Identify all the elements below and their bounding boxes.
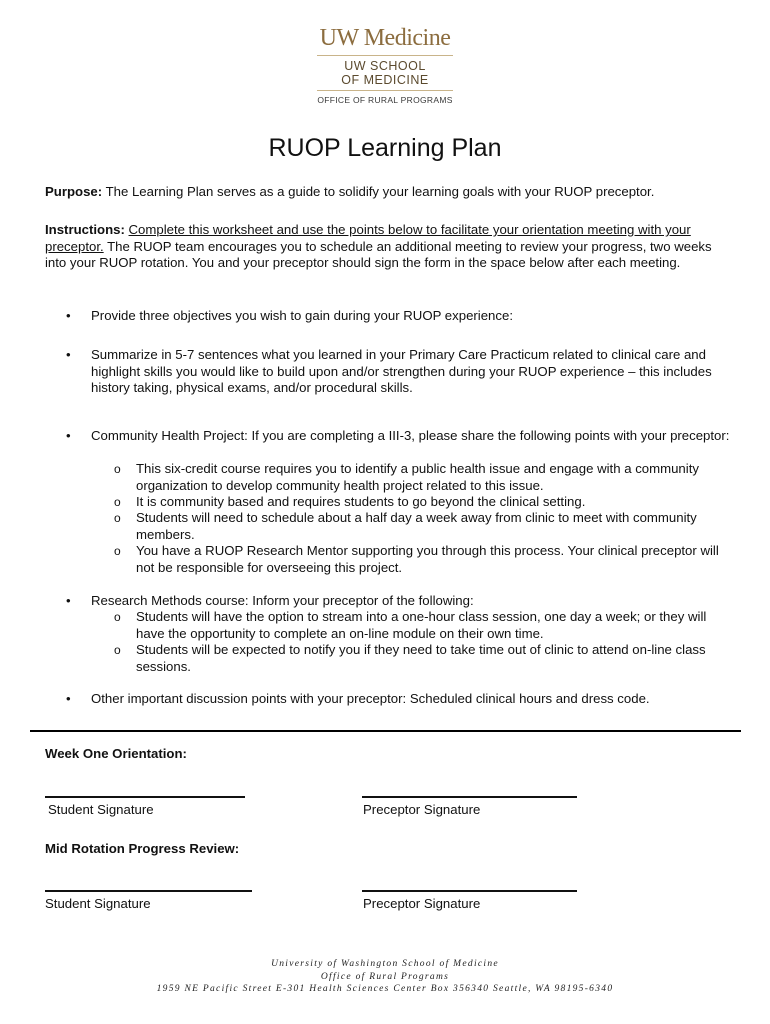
purpose-text: The Learning Plan serves as a guide to solidify your learning goals with your RUOP preceptor. bbox=[102, 184, 655, 199]
page-footer bbox=[0, 958, 770, 996]
purpose-paragraph bbox=[45, 184, 735, 201]
preceptor-signature-label: Preceptor Signature bbox=[363, 896, 481, 911]
logo-office: OFFICE OF RURAL PROGRAMS bbox=[317, 95, 453, 105]
community-sub-item: This six-credit course requires you to identify a public health issue and engage with a community organization to develop community health project related to this issue. bbox=[136, 461, 699, 493]
bullet-marker: • bbox=[66, 347, 71, 362]
footer-university: University of Washington School of Medicine bbox=[271, 959, 499, 969]
mid-rotation-heading: Mid Rotation Progress Review: bbox=[45, 841, 240, 856]
bullet-marker: • bbox=[66, 691, 71, 706]
sub-bullet-marker: o bbox=[114, 544, 121, 558]
section-divider bbox=[30, 730, 741, 732]
uw-medicine-logo bbox=[0, 24, 770, 106]
sub-bullet-marker: o bbox=[114, 643, 121, 657]
logo-divider bbox=[317, 55, 453, 56]
instructions-paragraph bbox=[45, 222, 735, 272]
preceptor-signature-line[interactable] bbox=[362, 890, 577, 892]
sub-bullet-marker: o bbox=[114, 462, 121, 476]
instructions-label: Instructions: bbox=[45, 222, 125, 237]
bullet-marker: • bbox=[66, 308, 71, 323]
sub-bullet-marker: o bbox=[114, 610, 121, 624]
instructions-text: The RUOP team encourages you to schedule an additional meeting to review your progress, two weeks into your RUOP rotation. You and your preceptor should sign the form in the space below after each meeting. bbox=[45, 238, 712, 270]
community-sub-item: Students will need to schedule about a half day a week away from clinic to meet with community members. bbox=[136, 510, 697, 542]
bullet-objectives: Provide three objectives you wish to gain during your RUOP experience: bbox=[91, 308, 513, 323]
logo-school-line1: UW SCHOOL bbox=[344, 59, 426, 73]
sub-bullet-marker: o bbox=[114, 495, 121, 509]
week-one-heading: Week One Orientation: bbox=[45, 746, 187, 761]
footer-office: Office of Rural Programs bbox=[320, 971, 450, 982]
research-sub-item: Students will be expected to notify you if they need to take time out of clinic to attend on-line class sessions. bbox=[136, 642, 706, 674]
bullet-summarize: Summarize in 5-7 sentences what you learned in your Primary Care Practicum related to clinical care and highlight skills you would like to build upon and/or strengthen during your RUOP experience – this includes history taking, physical exams, and/or procedural skills. bbox=[91, 347, 712, 395]
instructions-underlined: Complete this worksheet and use the points below to facilitate your orientation meeting with your preceptor. bbox=[45, 222, 691, 254]
student-signature-label: Student Signature bbox=[45, 896, 151, 911]
community-sub-item: It is community based and requires students to go beyond the clinical setting. bbox=[136, 494, 586, 509]
research-sub-item: Students will have the option to stream into a one-hour class session, one day a week; or they will have the opportunity to complete an on-line module on their own time. bbox=[136, 609, 707, 641]
preceptor-signature-label: Preceptor Signature bbox=[363, 802, 481, 817]
preceptor-signature-line[interactable] bbox=[362, 796, 577, 798]
logo-brand: UW Medicine bbox=[319, 25, 451, 51]
student-signature-line[interactable] bbox=[45, 796, 245, 798]
purpose-label: Purpose: bbox=[45, 184, 103, 199]
community-sub-item: You have a RUOP Research Mentor supporting you through this process. Your clinical preceptor will not be responsible for overseeing this project. bbox=[136, 543, 719, 575]
sub-bullet-marker: o bbox=[114, 511, 121, 525]
student-signature-line[interactable] bbox=[45, 890, 252, 892]
footer-address: 1959 NE Pacific Street E-301 Health Sciences Center Box 356340 Seattle, WA 98195-6340 bbox=[156, 984, 614, 994]
logo-divider bbox=[317, 90, 453, 91]
page-title: RUOP Learning Plan bbox=[268, 134, 502, 162]
student-signature-label: Student Signature bbox=[48, 802, 154, 817]
bullet-research: Research Methods course: Inform your preceptor of the following: bbox=[91, 593, 474, 608]
bullet-marker: • bbox=[66, 428, 71, 443]
bullet-other: Other important discussion points with your preceptor: Scheduled clinical hours and dress code. bbox=[91, 691, 650, 706]
logo-school-line2: OF MEDICINE bbox=[341, 73, 429, 87]
bullet-community: Community Health Project: If you are completing a III-3, please share the following points with your preceptor: bbox=[91, 428, 730, 443]
bullet-marker: • bbox=[66, 593, 71, 608]
